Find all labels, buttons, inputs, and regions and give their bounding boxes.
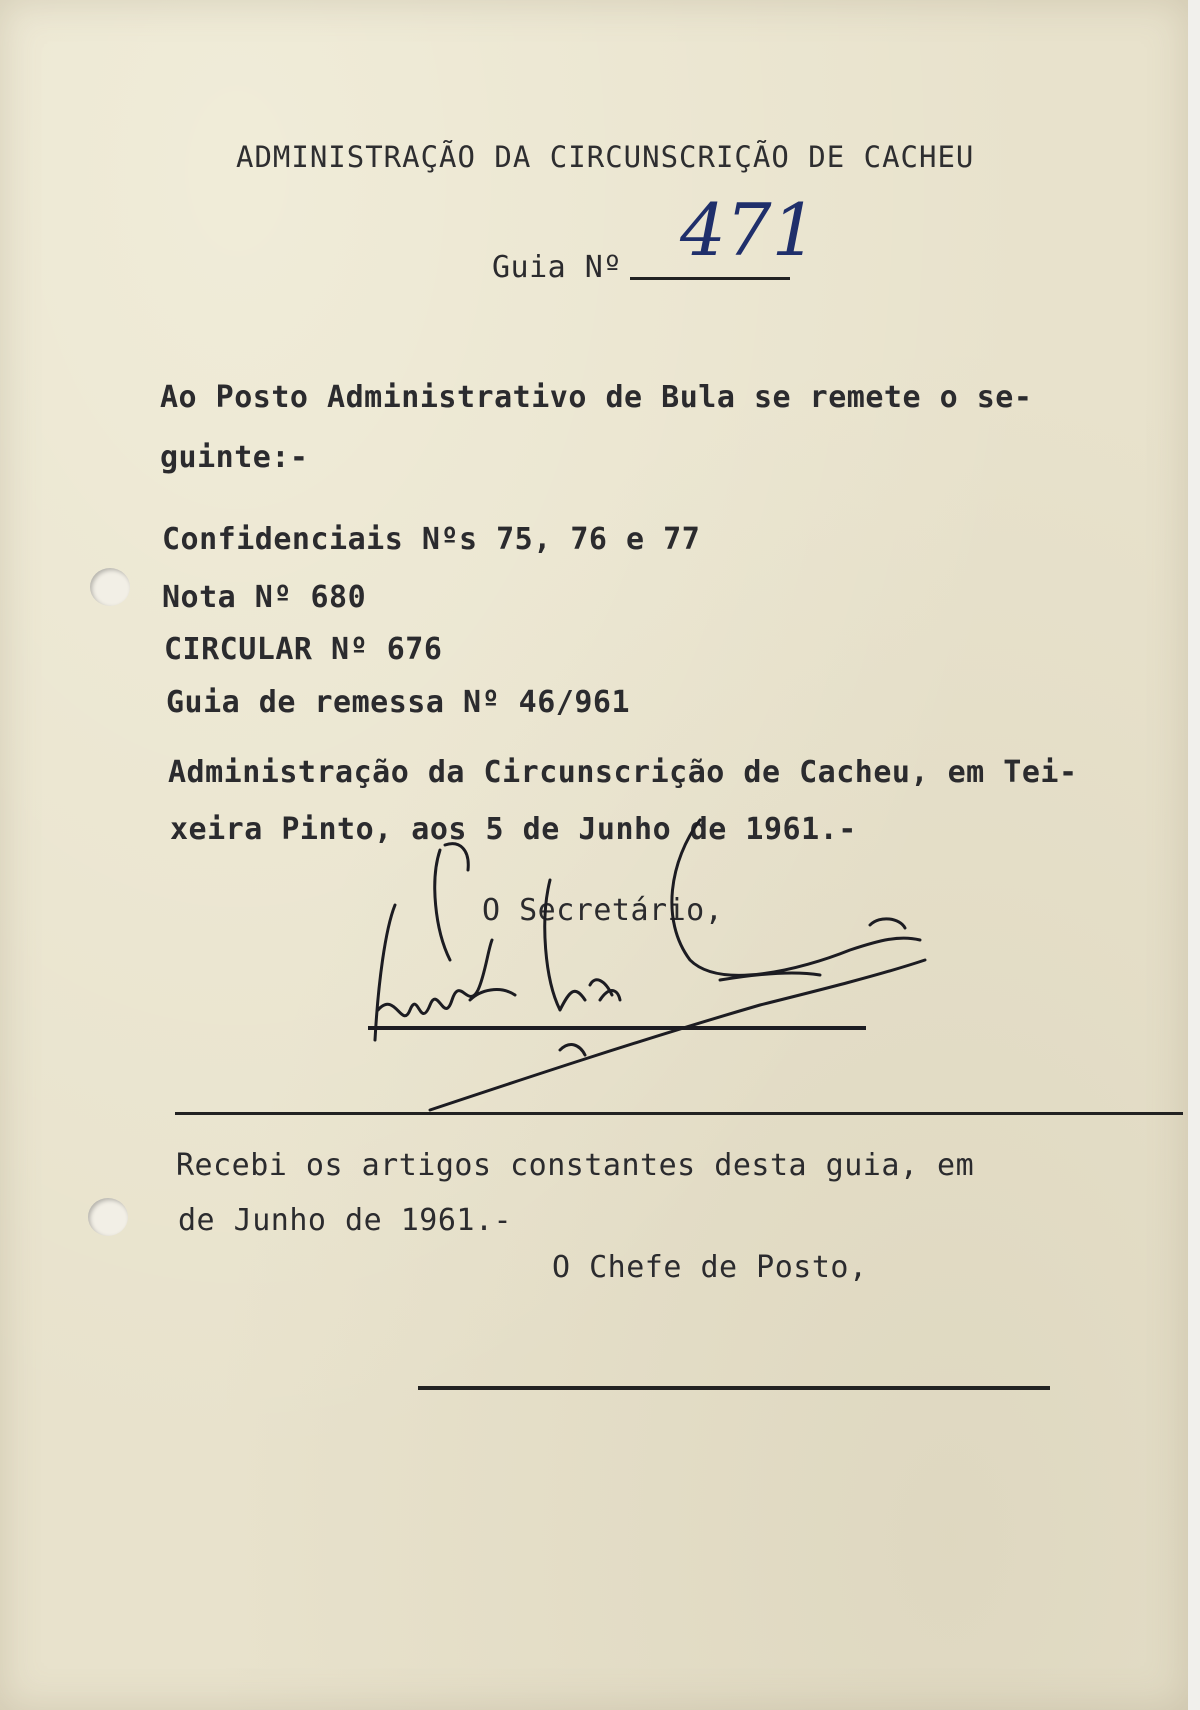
signatory-secretario: O Secretário,	[482, 893, 724, 928]
item-guia-remessa: Guia de remessa Nº 46/961	[166, 685, 631, 720]
intro-line-1: Ao Posto Administrativo de Bula se remete o se-	[160, 380, 1033, 415]
item-nota: Nota Nº 680	[162, 580, 367, 615]
item-confidenciais: Confidenciais Nºs 75, 76 e 77	[162, 522, 701, 557]
document-header: ADMINISTRAÇÃO DA CIRCUNSCRIÇÃO DE CACHEU	[236, 140, 975, 174]
place-line-1: Administração da Circunscrição de Cacheu, em Tei-	[168, 755, 1078, 790]
intro-line-2: guinte:-	[160, 440, 309, 475]
place-line-2: xeira Pinto, aos 5 de Junho de 1961.-	[170, 812, 857, 847]
punch-hole-top	[90, 568, 130, 606]
receipt-line-1: Recebi os artigos constantes desta guia, em	[176, 1148, 975, 1183]
receipt-line-2: de Junho de 1961.-	[178, 1203, 513, 1238]
item-circular: CIRCULAR Nº 676	[164, 632, 443, 667]
chefe-signature-line	[418, 1386, 1050, 1390]
guia-number-handwritten: 471	[680, 188, 818, 272]
guia-label: Guia Nº	[492, 250, 622, 285]
signatory-chefe-de-posto: O Chefe de Posto,	[552, 1250, 868, 1285]
page-edge	[1188, 0, 1200, 1710]
punch-hole-bottom	[88, 1198, 128, 1236]
section-divider	[175, 1112, 1183, 1115]
